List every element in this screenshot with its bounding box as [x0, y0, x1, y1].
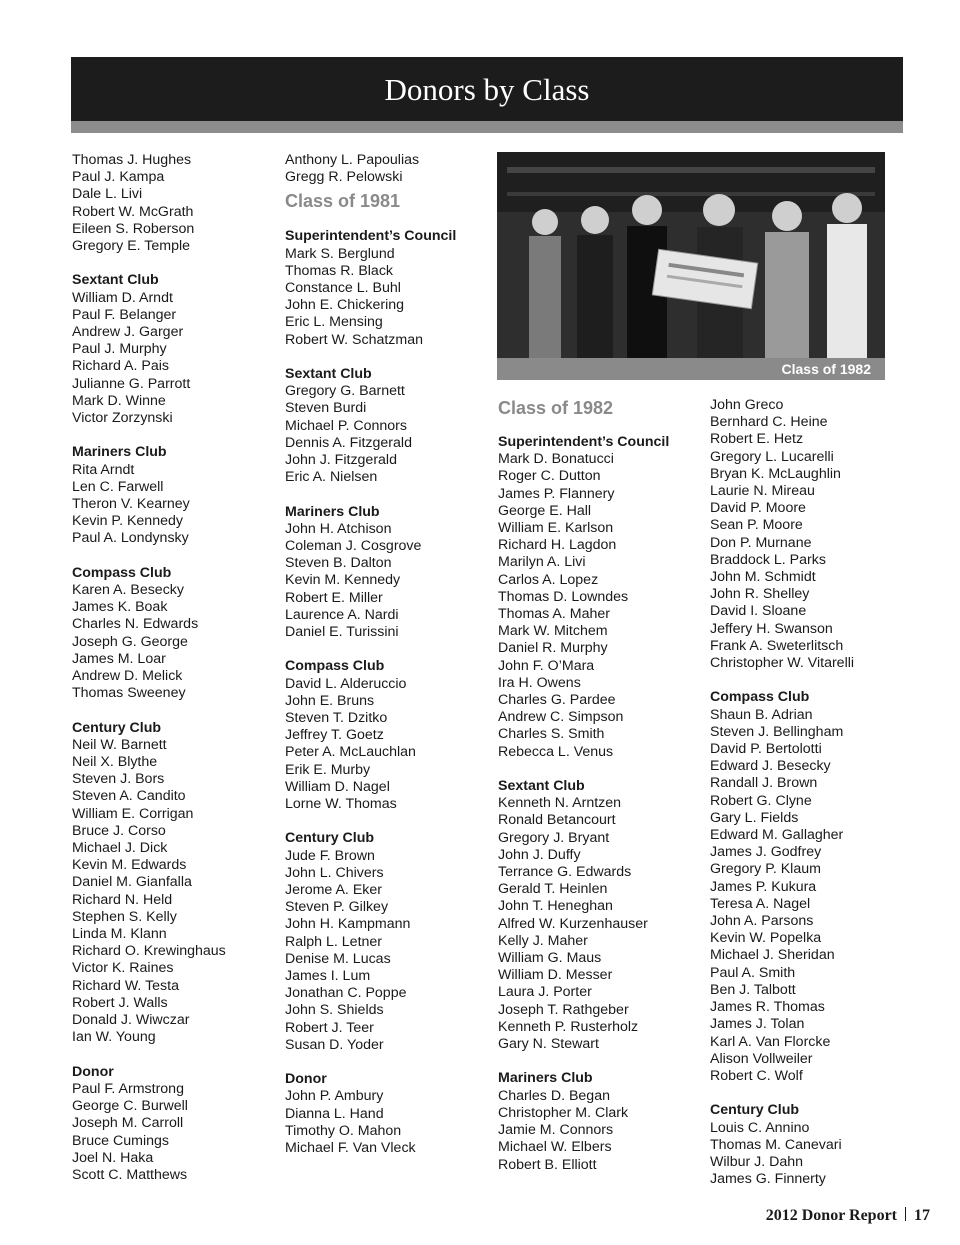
donor-name: Roger C. Dutton — [498, 468, 601, 485]
donor-name: Richard W. Testa — [72, 977, 179, 994]
donor-name: Kevin M. Edwards — [72, 857, 187, 874]
donor-name: Andrew C. Simpson — [498, 709, 624, 726]
donor-name: Charles S. Smith — [498, 726, 605, 743]
donor-name: Victor Zorzynski — [72, 410, 173, 427]
donor-name: Gregory E. Temple — [72, 238, 191, 255]
donor-name: Jude F. Brown — [285, 847, 375, 864]
page-title: Donors by Class — [384, 72, 590, 107]
donor-name: Coleman J. Cosgrove — [285, 538, 422, 555]
donor-name: David L. Alderuccio — [285, 675, 407, 692]
donor-name: Daniel R. Murphy — [498, 640, 608, 657]
donor-name: Christopher M. Clark — [498, 1104, 629, 1121]
donor-group-sextant-club — [72, 272, 226, 427]
donor-name: Eric L. Mensing — [285, 314, 383, 331]
donor-name: Ralph L. Letner — [285, 933, 383, 950]
donor-name: Robert W. McGrath — [72, 203, 194, 220]
donor-name: Gregory G. Barnett — [285, 383, 405, 400]
class-1981-title: Class of 1981 — [285, 191, 401, 212]
photo-caption: Class of 1982 — [781, 361, 871, 377]
donor-name: Paul A. Smith — [710, 964, 796, 981]
donor-name: John E. Bruns — [285, 692, 375, 709]
donor-name: Gregory J. Bryant — [498, 829, 610, 846]
donor-name: William G. Maus — [498, 950, 602, 967]
donor-name: John T. Heneghan — [498, 898, 613, 915]
donor-name: George C. Burwell — [72, 1098, 188, 1115]
group-heading: Sextant Club — [285, 366, 372, 383]
donor-name: Dennis A. Fitzgerald — [285, 434, 412, 451]
donor-name: John A. Parsons — [710, 913, 814, 930]
group-heading: Compass Club — [72, 564, 172, 581]
donor-name: Laurie N. Mireau — [710, 483, 815, 500]
donor-name: James G. Finnerty — [710, 1171, 826, 1188]
class-photo — [497, 152, 885, 358]
donor-name: Denise M. Lucas — [285, 950, 391, 967]
donor-name: James J. Godfrey — [710, 844, 822, 861]
donor-name: Michael J. Sheridan — [710, 947, 835, 964]
donor-name: Edward M. Gallagher — [710, 827, 844, 844]
donor-name: Laurence A. Nardi — [285, 606, 399, 623]
donor-name: Rebecca L. Venus — [498, 743, 614, 760]
donor-name: Michael J. Dick — [72, 840, 168, 857]
donor-name: James I. Lum — [285, 968, 371, 985]
donor-name: David I. Sloane — [710, 603, 807, 620]
donor-name: Robert C. Wolf — [710, 1067, 803, 1084]
donor-group-superintendent-s-council — [498, 434, 669, 761]
donor-name: John L. Chivers — [285, 864, 384, 881]
donor-name: Gary N. Stewart — [498, 1036, 599, 1053]
donor-name: Kevin M. Kennedy — [285, 572, 401, 589]
donor-name: Steven B. Dalton — [285, 555, 392, 572]
donor-name: Christopher W. Vitarelli — [710, 655, 855, 672]
donor-name: Don P. Murnane — [710, 534, 812, 551]
donor-name: Linda M. Klann — [72, 926, 167, 943]
donor-name: James P. Kukura — [710, 878, 817, 895]
donor-name: Jonathan C. Poppe — [285, 985, 407, 1002]
donor-name: Victor K. Raines — [72, 960, 174, 977]
donor-name: Joseph T. Rathgeber — [498, 1001, 629, 1018]
donor-name: Mark D. Winne — [72, 392, 166, 409]
donor-name: Louis C. Annino — [710, 1119, 810, 1136]
donor-group-compass-club — [710, 689, 854, 1085]
group-heading: Century Club — [285, 830, 375, 847]
donor-name: John P. Ambury — [285, 1088, 384, 1105]
donor-name: Marilyn A. Livi — [498, 554, 586, 571]
donor-name: Andrew J. Garger — [72, 324, 184, 341]
donor-name: John F. O’Mara — [498, 657, 595, 674]
donor-name: Bernhard C. Heine — [710, 414, 828, 431]
class-1982-title: Class of 1982 — [498, 398, 614, 418]
donor-name: Mark S. Berglund — [285, 245, 395, 262]
donor-name: James M. Loar — [72, 650, 166, 667]
group-heading: Superintendent’s Council — [498, 434, 670, 450]
donor-name: Robert B. Elliott — [498, 1156, 597, 1173]
donor-name: William D. Messer — [498, 967, 613, 984]
donor-name: Karl A. Van Florcke — [710, 1033, 831, 1050]
donor-name: Laura J. Porter — [498, 984, 592, 1001]
footer-divider — [905, 1207, 906, 1221]
page-number: 17 — [914, 1207, 930, 1224]
donor-name: Michael P. Connors — [285, 417, 407, 434]
donor-name: Anthony L. Papoulias — [285, 152, 420, 168]
donor-name: Steven A. Candito — [72, 788, 186, 805]
donor-name: Jamie M. Connors — [498, 1122, 614, 1139]
group-heading: Century Club — [72, 719, 162, 736]
donor-name: Daniel M. Gianfalla — [72, 874, 192, 891]
donor-name: Teresa A. Nagel — [710, 895, 811, 912]
donor-name: Joel N. Haka — [72, 1149, 154, 1166]
donor-name: Robert E. Miller — [285, 589, 383, 606]
donor-name: Robert E. Hetz — [710, 431, 804, 448]
donor-name: Gregg R. Pelowski — [285, 169, 403, 186]
donor-name: Bruce J. Corso — [72, 822, 166, 839]
donor-name: Charles G. Pardee — [498, 692, 616, 709]
donor-name: Jerome A. Eker — [285, 882, 382, 899]
donor-name: James K. Boak — [72, 599, 168, 616]
donor-name: John J. Fitzgerald — [285, 452, 397, 469]
donor-name: Ronald Betancourt — [498, 812, 616, 829]
donor-name: Gary L. Fields — [710, 809, 799, 826]
donor-name: John R. Shelley — [710, 586, 810, 603]
donor-name: Paul A. Londynsky — [72, 530, 189, 547]
class-continued-list — [285, 152, 456, 186]
donor-group-superintendent-s-council — [285, 228, 456, 348]
donor-name: Kevin P. Kennedy — [72, 513, 183, 530]
donor-name: Thomas A. Maher — [498, 606, 610, 623]
donor-name: Gerald T. Heinlen — [498, 881, 608, 898]
group-heading: Mariners Club — [285, 503, 380, 520]
column-2 — [285, 152, 456, 1157]
donor-name: Thomas Sweeney — [72, 685, 186, 702]
donor-name: John H. Atchison — [285, 520, 392, 537]
group-heading: Sextant Club — [72, 272, 159, 289]
donor-name: Sean P. Moore — [710, 517, 803, 534]
donor-name: John H. Kampmann — [285, 916, 411, 933]
donor-group-century-club — [285, 830, 456, 1054]
donor-name: Lorne W. Thomas — [285, 796, 397, 813]
donor-name: Gregory P. Klaum — [710, 861, 821, 878]
donor-name: Kenneth P. Rusterholz — [498, 1018, 639, 1035]
donor-name: Steven P. Gilkey — [285, 899, 389, 916]
donor-name: Ben J. Talbott — [710, 981, 796, 998]
donor-group-century-club — [72, 720, 226, 1047]
group-heading: Mariners Club — [498, 1070, 593, 1087]
donor-name: Steven J. Bors — [72, 771, 165, 788]
donor-name: William E. Corrigan — [72, 805, 194, 822]
donor-name: Bryan K. McLaughlin — [710, 465, 841, 482]
donor-name: Robert W. Schatzman — [285, 331, 423, 348]
donor-name: James R. Thomas — [710, 999, 825, 1016]
donor-name: Stephen S. Kelly — [72, 908, 177, 925]
donor-name: Joseph M. Carroll — [72, 1115, 184, 1132]
donor-name: Dianna L. Hand — [285, 1105, 384, 1122]
donor-name: John S. Shields — [285, 1002, 384, 1019]
donor-name: Donald J. Wiwczar — [72, 1012, 190, 1029]
donor-name: Paul F. Armstrong — [72, 1080, 184, 1097]
donor-name: Len C. Farwell — [72, 478, 164, 495]
donor-name: Charles D. Began — [498, 1087, 610, 1104]
donor-name: Paul F. Belanger — [72, 306, 177, 323]
donor-name: Michael F. Van Vleck — [285, 1140, 416, 1157]
donor-name: Richard N. Held — [72, 891, 173, 908]
banner-underline — [71, 121, 903, 133]
donor-name: Thomas J. Hughes — [72, 152, 192, 168]
donor-name: Michael W. Elbers — [498, 1139, 612, 1156]
donor-name: Thomas R. Black — [285, 262, 394, 279]
donor-name: Terrance G. Edwards — [498, 864, 632, 881]
group-heading: Compass Club — [710, 689, 810, 706]
donor-name: William D. Arndt — [72, 289, 173, 306]
donor-name: David P. Bertolotti — [710, 741, 822, 758]
donor-name: John E. Chickering — [285, 297, 405, 314]
donor-group-sextant-club — [498, 778, 669, 1053]
donor-name: Alfred W. Kurzenhauser — [498, 915, 648, 932]
donor-group-century-club — [710, 1102, 854, 1188]
donor-group-sextant-club — [285, 366, 456, 486]
donor-name: Robert J. Walls — [72, 994, 168, 1011]
donor-group-compass-club — [285, 658, 456, 813]
donor-name: Richard A. Pais — [72, 358, 169, 375]
group-heading: Mariners Club — [72, 444, 167, 461]
donor-name: Richard O. Krewinghaus — [72, 943, 226, 960]
donor-name: Erik E. Murby — [285, 761, 371, 778]
donor-name: Carlos A. Lopez — [498, 571, 599, 588]
donor-name: Peter A. McLauchlan — [285, 744, 416, 761]
donor-name: John J. Duffy — [498, 846, 581, 863]
donor-name: Neil X. Blythe — [72, 754, 158, 771]
group-heading: Donor — [72, 1063, 114, 1080]
donor-name: Thomas M. Canevari — [710, 1136, 842, 1153]
group-heading: Sextant Club — [498, 778, 585, 795]
donor-name: Alison Vollweiler — [710, 1050, 813, 1067]
donor-group-mariners-club — [285, 504, 456, 642]
donor-name: Dale L. Livi — [72, 186, 143, 203]
group-heading: Superintendent’s Council — [285, 228, 457, 245]
photo-caption-bar — [497, 358, 885, 380]
donor-name: Wilbur J. Dahn — [710, 1153, 804, 1170]
donor-name: James J. Tolan — [710, 1016, 805, 1033]
donor-name: Joseph G. George — [72, 633, 188, 650]
group-heading: Donor — [285, 1071, 327, 1088]
donor-name: Neil W. Barnett — [72, 736, 167, 753]
donor-name: Scott C. Matthews — [72, 1166, 188, 1183]
donor-name: Steven Burdi — [285, 400, 367, 417]
donor-name: Mark W. Mitchem — [498, 623, 608, 640]
donor-name: Jeffrey T. Goetz — [285, 727, 384, 744]
donor-name: Eileen S. Roberson — [72, 220, 195, 237]
donor-group-compass-club — [72, 565, 226, 703]
donor-name: Susan D. Yoder — [285, 1036, 384, 1053]
donor-name: John M. Schmidt — [710, 569, 816, 586]
donor-name: James P. Flannery — [498, 485, 615, 502]
donor-group-donor — [285, 1071, 456, 1157]
donor-name: Daniel E. Turissini — [285, 624, 399, 641]
column-1 — [72, 152, 226, 1184]
report-name: 2012 Donor Report — [765, 1207, 897, 1224]
donor-name: Randall J. Brown — [710, 775, 818, 792]
donor-name: William E. Karlson — [498, 520, 614, 537]
donor-name: Mark D. Bonatucci — [498, 451, 614, 468]
donor-group-mariners-club — [72, 444, 226, 547]
donor-group-continued — [710, 397, 854, 672]
donor-name: Shaun B. Adrian — [710, 706, 813, 723]
donor-name: Richard H. Lagdon — [498, 537, 617, 554]
donor-name: Edward J. Besecky — [710, 758, 831, 775]
donor-name: Steven T. Dzitko — [285, 710, 388, 727]
page-footer — [766, 1206, 930, 1226]
donor-name: Kenneth N. Arntzen — [498, 795, 622, 812]
donor-group-mariners-club — [498, 1070, 669, 1173]
donor-name: Paul J. Murphy — [72, 341, 167, 358]
donor-name: Rita Arndt — [72, 461, 135, 478]
donor-name: Steven J. Bellingham — [710, 723, 844, 740]
donor-name: William D. Nagel — [285, 778, 390, 795]
donor-name: Gregory L. Lucarelli — [710, 448, 834, 465]
donor-name: Charles N. Edwards — [72, 616, 199, 633]
photo-illustration — [497, 152, 885, 358]
donor-name: Paul J. Kampa — [72, 169, 165, 186]
donor-name: Julianne G. Parrott — [72, 375, 191, 392]
donor-group-continued — [72, 152, 226, 255]
donor-name: Timothy O. Mahon — [285, 1122, 402, 1139]
donor-name: Andrew D. Melick — [72, 668, 183, 685]
donor-name: Thomas D. Lowndes — [498, 588, 629, 605]
donor-name: Ira H. Owens — [498, 674, 581, 691]
column-4 — [710, 397, 854, 1188]
donor-name: Eric A. Nielsen — [285, 469, 378, 486]
donor-group-donor — [72, 1064, 226, 1184]
donor-name: Robert G. Clyne — [710, 792, 812, 809]
donor-name: Ian W. Young — [72, 1029, 156, 1046]
donor-name: Frank A. Sweterlitsch — [710, 637, 844, 654]
donor-name: Kevin W. Popelka — [710, 930, 822, 947]
donor-name: Bruce Cumings — [72, 1132, 169, 1149]
donor-name: David P. Moore — [710, 500, 806, 517]
donor-name: Braddock L. Parks — [710, 551, 826, 568]
group-heading: Century Club — [710, 1102, 800, 1119]
donor-name: Theron V. Kearney — [72, 496, 190, 513]
donor-name: Karen A. Besecky — [72, 582, 184, 599]
column-3 — [498, 393, 669, 1174]
donor-name: Jeffery H. Swanson — [710, 620, 833, 637]
donor-name: Kelly J. Maher — [498, 932, 588, 949]
group-heading: Compass Club — [285, 658, 385, 675]
donor-name: John Greco — [710, 397, 784, 413]
donor-name: Constance L. Buhl — [285, 280, 401, 297]
donor-name: George E. Hall — [498, 502, 592, 519]
donor-name: Robert J. Teer — [285, 1019, 374, 1036]
